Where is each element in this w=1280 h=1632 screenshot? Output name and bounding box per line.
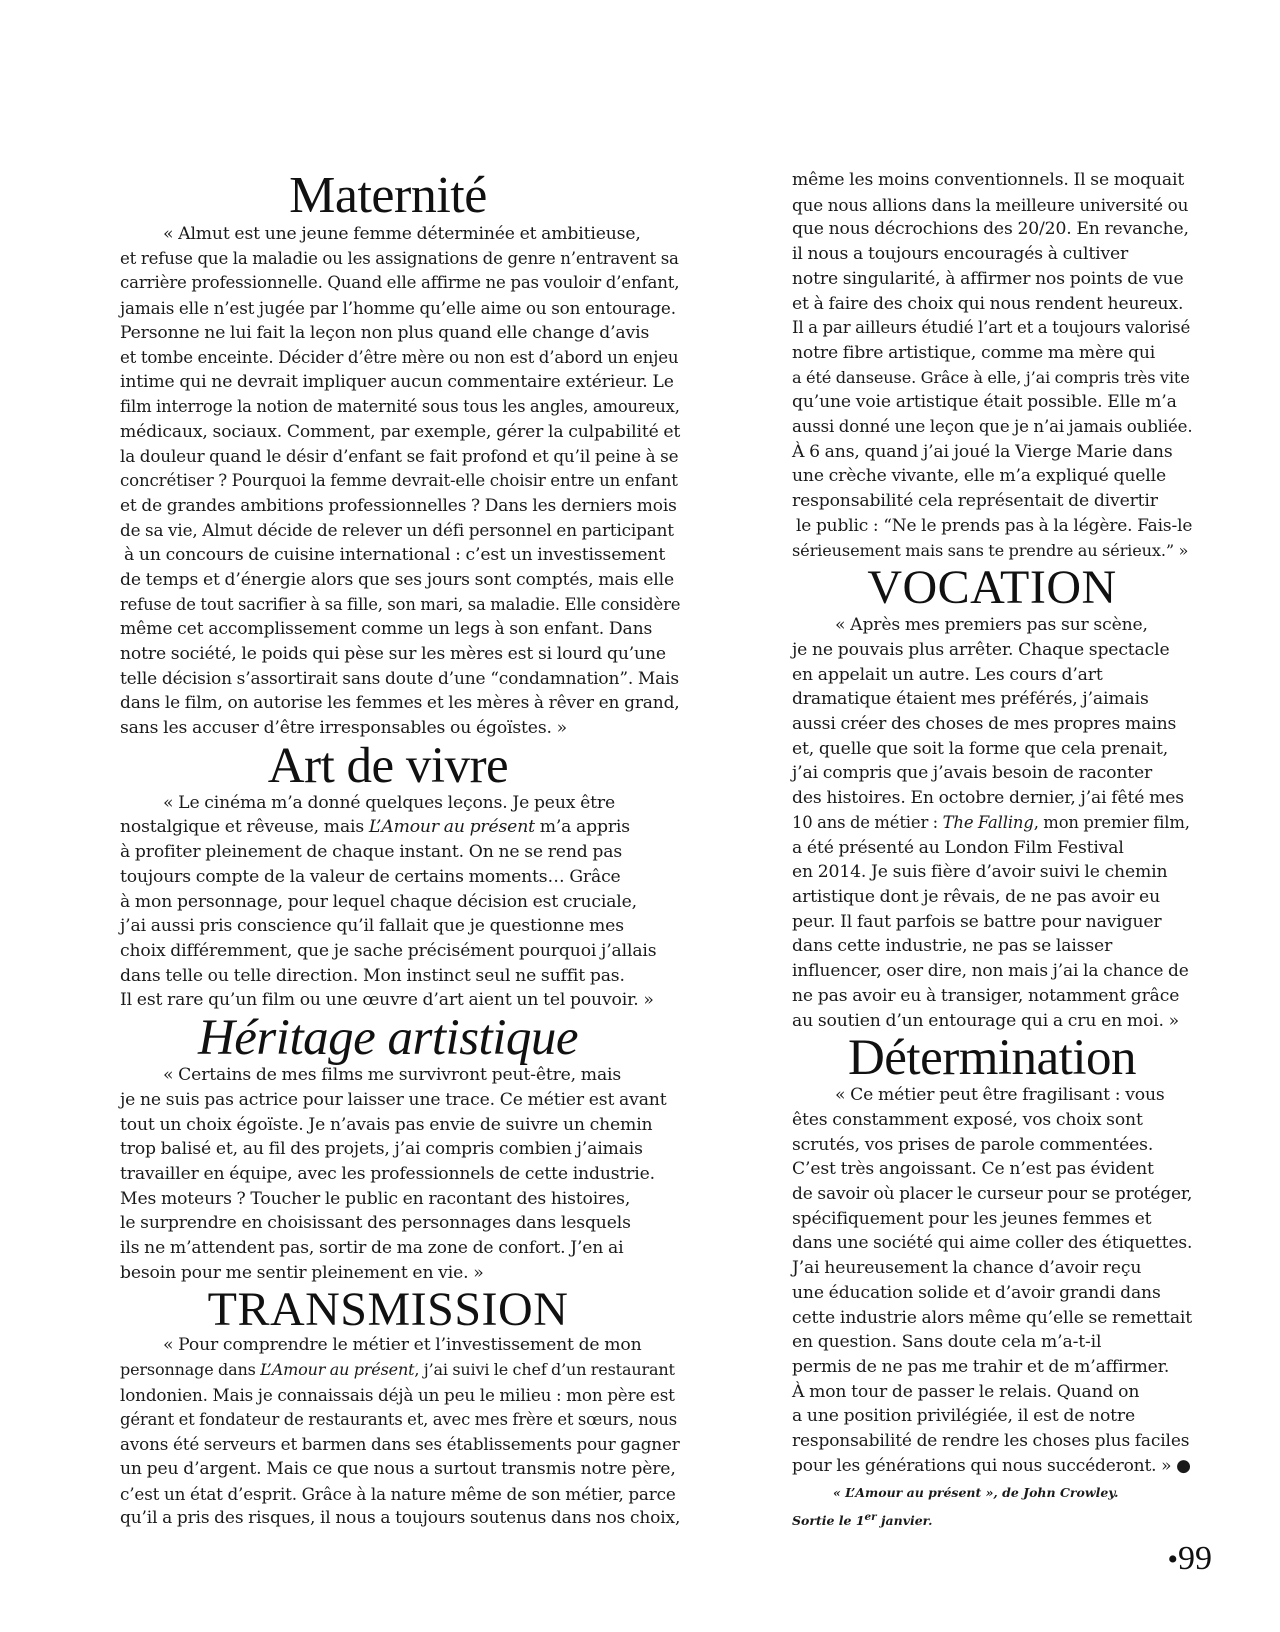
text-line: Il a par ailleurs étudié l’art et a toujours valorisé	[792, 318, 1191, 338]
text-line: la douleur quand le désir d’enfant se fait profond et qu’il peine à se	[120, 446, 679, 467]
text-line: ne pas avoir eu à transiger, notamment grâce	[792, 985, 1180, 1006]
text-line: qu’une voie artistique était possible. Elle m’a	[792, 392, 1177, 413]
text-line: telle décision s’assortirait sans doute d’une “condamnation”. Mais	[120, 668, 679, 689]
text-run: , j’ai suivi le chef d’un restaurant	[414, 1360, 675, 1380]
text-line: artistique dont je rêvais, de ne pas avoir eu	[792, 886, 1160, 907]
text-line: J’ai heureusement la chance d’avoir reçu	[792, 1258, 1142, 1279]
text-line: et, quelle que soit la forme que cela prenait,	[792, 738, 1169, 759]
text-line: scrutés, vos prises de parole commentées.	[792, 1134, 1154, 1155]
film-credit: « L’Amour au présent », de John Crowley.	[833, 1485, 1119, 1501]
text-line: en appelait un autre. Les cours d’art	[792, 664, 1103, 685]
text-line: sans les accuser d’être irresponsables ou égoïstes. »	[120, 718, 567, 739]
text-line: notre singularité, à affirmer nos points de vue	[792, 268, 1184, 289]
text-line: responsabilité cela représentait de divertir	[792, 491, 1158, 512]
page-number	[1167, 1540, 1212, 1578]
text-line: médicaux, sociaux. Comment, par exemple, gérer la culpabilité et	[120, 421, 681, 442]
text-run: m’a appris	[534, 817, 630, 838]
section-heading-vocation: VOCATION	[867, 561, 1117, 615]
superscript: er	[864, 1511, 877, 1524]
text-line: le surprendre en choisissant des personnages dans lesquels	[120, 1213, 631, 1234]
text-line: dramatique étaient mes préférés, j’aimais	[792, 689, 1149, 710]
text-line: sérieusement mais sans te prendre au sérieux.” »	[792, 540, 1189, 560]
text-line	[120, 815, 680, 840]
text-line: et refuse que la maladie ou les assignations de genre n’entravent sa	[120, 248, 679, 268]
text-line: a été présenté au London Film Festival	[792, 837, 1124, 858]
page-number-value: 99	[1178, 1540, 1212, 1577]
film-title: L’Amour au présent	[368, 817, 535, 838]
text-run: 10 ans de métier :	[792, 812, 943, 832]
text-line: une crèche vivante, elle m’a expliqué quelle	[792, 466, 1167, 487]
text-line: « Après mes premiers pas sur scène,	[835, 615, 1148, 636]
section-heading-maternite: Maternité	[289, 167, 487, 224]
text-line: que nous décrochions des 20/20. En revanche,	[792, 219, 1189, 240]
text-line: « Le cinéma m’a donné quelques leçons. Je peux être	[163, 792, 615, 813]
text-line: avons été serveurs et barmen dans ses établissements pour gagner	[120, 1434, 680, 1455]
text-line: que nous allions dans la meilleure université ou	[792, 194, 1189, 215]
paragraph-heritage	[120, 1063, 680, 1285]
text-line: dans telle ou telle direction. Mon instinct seul ne suffit pas.	[120, 965, 625, 986]
text-line: londonien. Mais je connaissais déjà un peu le milieu : mon père est	[120, 1384, 675, 1405]
text-line: aussi donné une leçon que je n’ai jamais oubliée.	[792, 417, 1193, 437]
text-line: a une position privilégiée, il est de notre	[792, 1406, 1136, 1427]
text-run: personnage dans	[120, 1360, 261, 1380]
text-line: Mes moteurs ? Toucher le public en racontant des histoires,	[120, 1188, 631, 1209]
text-line: cette industrie alors même qu’elle se remettait	[792, 1307, 1193, 1328]
text-line: au soutien d’un entourage qui a cru en moi. »	[792, 1010, 1180, 1031]
text-line: à profiter pleinement de chaque instant. On ne se rend pas	[120, 842, 623, 863]
text-line: notre fibre artistique, comme ma mère qui	[792, 342, 1156, 363]
text-line: j’ai aussi pris conscience qu’il fallait que je questionne mes	[120, 916, 624, 937]
text-line: concrétiser ? Pourquoi la femme devrait-elle choisir entre un enfant	[120, 471, 678, 491]
text-line	[120, 1358, 680, 1383]
text-line: à mon personnage, pour lequel chaque décision est cruciale,	[120, 891, 637, 912]
text-line: je ne suis pas actrice pour laisser une trace. Ce métier est avant	[120, 1089, 667, 1110]
text-line: « Certains de mes films me survivront peut-être, mais	[163, 1065, 622, 1086]
text-line: permis de ne pas me trahir et de m’affirmer.	[792, 1356, 1170, 1377]
text-line: responsabilité de rendre les choses plus faciles	[792, 1431, 1190, 1452]
text-line: gérant et fondateur de restaurants et, avec mes frère et sœurs, nous	[120, 1409, 677, 1429]
text-line: de savoir où placer le curseur pour se protéger,	[792, 1184, 1193, 1205]
text-line: même les moins conventionnels. Il se moquait	[792, 170, 1185, 190]
text-line: toujours compte de la valeur de certains moments… Grâce	[120, 866, 621, 887]
text-line: a été danseuse. Grâce à elle, j’ai compris très vite	[792, 367, 1190, 387]
paragraph-transmission	[120, 1333, 680, 1531]
text-line: c’est un état d’esprit. Grâce à la nature même de son métier, parce	[120, 1483, 676, 1504]
text-line: carrière professionnelle. Quand elle affirme ne pas vouloir d’enfant,	[120, 273, 680, 293]
text-line: trop balisé et, au fil des projets, j’ai compris combien j’aimais	[120, 1139, 643, 1160]
text-line: et tombe enceinte. Décider d’être mère ou non est d’abord un enjeu	[120, 347, 679, 367]
text-line: en 2014. Je suis fière d’avoir suivi le chemin	[792, 862, 1168, 883]
text-line: et à faire des choix qui nous rendent heureux.	[792, 293, 1184, 314]
text-line: À mon tour de passer le relais. Quand on	[792, 1381, 1140, 1402]
release-date	[792, 1505, 1192, 1533]
text-line: même cet accomplissement comme un legs à son enfant. Dans	[120, 619, 653, 640]
text-line: jamais elle n’est jugée par l’homme qu’elle aime ou son entourage.	[120, 298, 676, 319]
text-line: une éducation solide et d’avoir grandi dans	[792, 1282, 1161, 1303]
text-run: , mon premier film,	[1033, 812, 1190, 832]
paragraph-art-de-vivre	[120, 791, 680, 1013]
text-line: refuse de tout sacrifier à sa fille, son mari, sa maladie. Elle considère	[120, 594, 681, 614]
text-line: « Ce métier peut être fragilisant : vous	[835, 1085, 1165, 1106]
paragraph-maternite	[120, 222, 680, 741]
paragraph-determination	[792, 1083, 1192, 1478]
bullet-glyph: •	[1167, 1543, 1178, 1576]
text-line: À 6 ans, quand j’ai joué la Vierge Marie dans	[792, 441, 1173, 462]
text-line	[792, 811, 1192, 836]
text-line: influencer, oser dire, non mais j’ai la chance de	[792, 961, 1189, 982]
section-heading-determination: Détermination	[847, 1030, 1137, 1087]
section-heading-heritage: Héritage artistique	[197, 1010, 579, 1067]
text-line: C’est très angoissant. Ce n’est pas évident	[792, 1159, 1154, 1180]
text-line: « Almut est une jeune femme déterminée et ambitieuse,	[163, 224, 641, 244]
text-line: qu’il a pris des risques, il nous a toujours soutenus dans nos choix,	[120, 1508, 681, 1529]
section-heading-art-de-vivre: Art de vivre	[267, 737, 509, 794]
text-line: notre société, le poids qui pèse sur les mères est si lourd qu’une	[120, 643, 666, 664]
text-line: de sa vie, Almut décide de relever un défi personnel en participant	[120, 520, 674, 541]
text-run: janvier.	[876, 1513, 933, 1529]
text-line: le public : “Ne le prends pas à la légère. Fais-le	[796, 515, 1193, 536]
film-title: The Falling	[942, 812, 1034, 832]
text-line: et de grandes ambitions professionnelles ? Dans les derniers mois	[120, 495, 677, 516]
text-line: j’ai compris que j’avais besoin de raconter	[792, 763, 1153, 784]
left-column	[120, 168, 680, 1531]
text-line: à un concours de cuisine international : c’est un investissement	[124, 545, 666, 566]
text-line: dans une société qui aime coller des étiquettes.	[792, 1233, 1193, 1254]
text-line: besoin pour me sentir pleinement en vie. »	[120, 1262, 484, 1283]
text-run: nostalgique et rêveuse, mais	[120, 817, 369, 838]
text-line: Personne ne lui fait la leçon non plus quand elle change d’avis	[120, 322, 650, 343]
text-line: ils ne m’attendent pas, sortir de ma zone de confort. J’en ai	[120, 1238, 624, 1259]
film-title: L’Amour au présent	[260, 1360, 415, 1380]
text-line: « Pour comprendre le métier et l’investissement de mon	[163, 1335, 642, 1356]
text-line: en question. Sans doute cela m’a-t-il	[792, 1332, 1102, 1353]
text-line: choix différemment, que je sache précisément pourquoi j’allais	[120, 940, 657, 961]
text-line: des histoires. En octobre dernier, j’ai fêté mes	[792, 788, 1184, 809]
text-line: spécifiquement pour les jeunes femmes et	[792, 1208, 1152, 1229]
paragraph-vocation	[792, 613, 1192, 1033]
text-line: dans cette industrie, ne pas se laisser	[792, 936, 1113, 957]
text-line: travailler en équipe, avec les professionnels de cette industrie.	[120, 1163, 655, 1184]
right-column	[792, 168, 1192, 1534]
text-line: un peu d’argent. Mais ce que nous a surtout transmis notre père,	[120, 1458, 676, 1479]
text-line: il nous a toujours encouragés à cultiver	[792, 244, 1129, 265]
text-line: dans le film, on autorise les femmes et les mères à rêver en grand,	[120, 693, 680, 714]
text-line: intime qui ne devrait impliquer aucun commentaire extérieur. Le	[120, 372, 674, 393]
text-line: pour les générations qui nous succéderont. » ●	[792, 1455, 1191, 1476]
text-line: de temps et d’énergie alors que ses jours sont comptés, mais elle	[120, 569, 675, 590]
text-line: aussi créer des choses de mes propres mains	[792, 714, 1177, 735]
text-line: film interroge la notion de maternité sous tous les angles, amoureux,	[120, 396, 680, 416]
text-line: je ne pouvais plus arrêter. Chaque spectacle	[792, 639, 1170, 660]
text-line: tout un choix égoïste. Je n’avais pas envie de suivre un chemin	[120, 1114, 653, 1135]
text-run: Sortie le 1	[792, 1513, 865, 1529]
paragraph-transmission-continued	[792, 168, 1192, 563]
text-line: peur. Il faut parfois se battre pour naviguer	[792, 911, 1162, 932]
section-heading-transmission: TRANSMISSION	[207, 1283, 569, 1337]
text-line: êtes constamment exposé, vos choix sont	[792, 1109, 1143, 1130]
text-line: Il est rare qu’un film ou une œuvre d’art aient un tel pouvoir. »	[120, 990, 654, 1011]
